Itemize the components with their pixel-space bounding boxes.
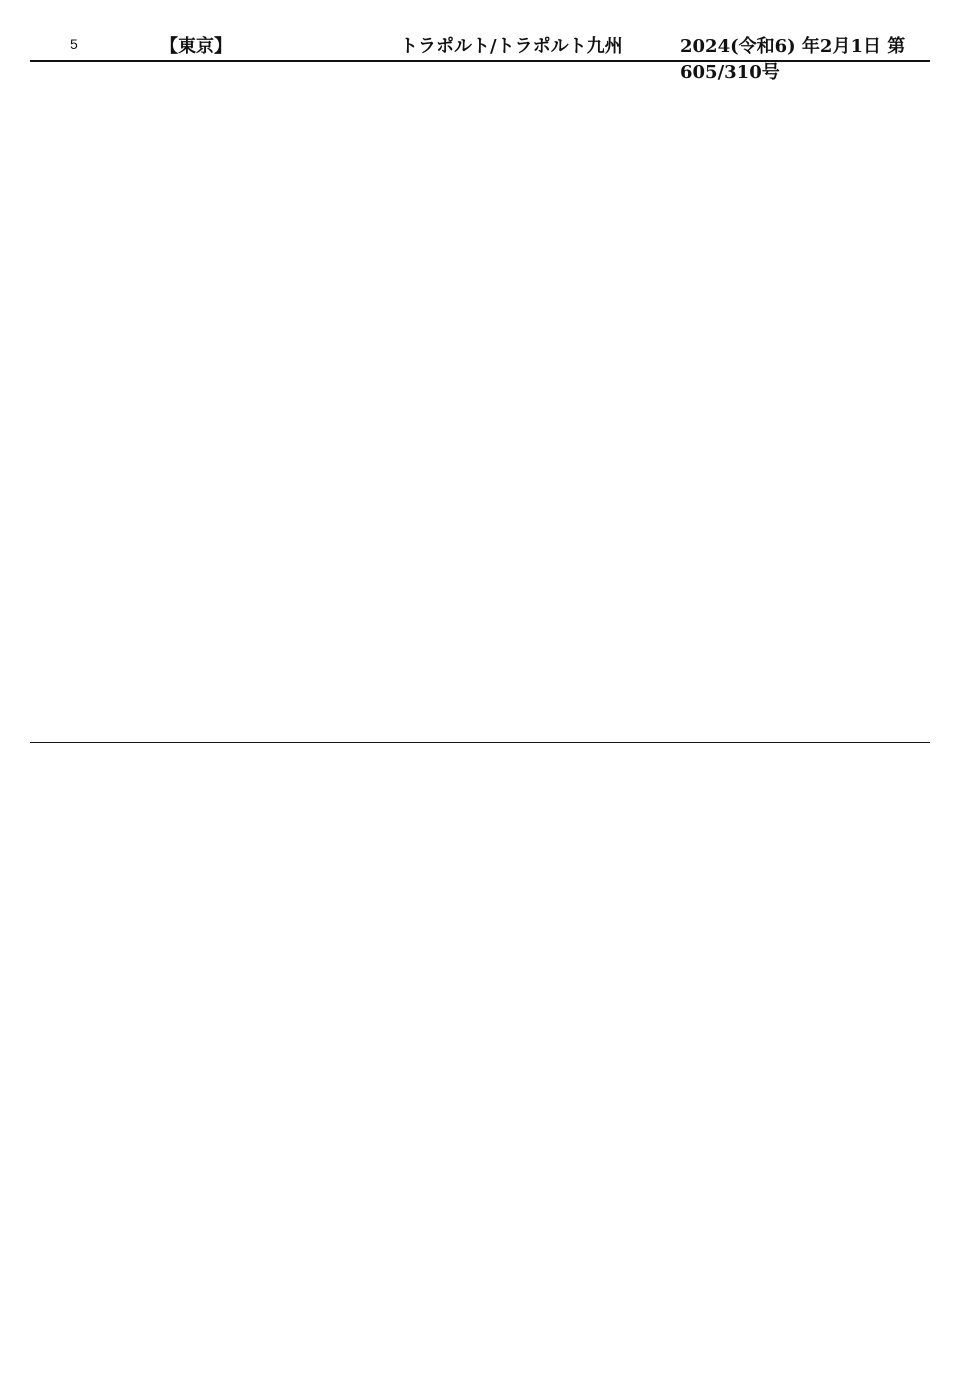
article-column (153, 68, 256, 733)
header-rule (30, 60, 930, 62)
article-column (715, 750, 818, 1350)
article-column (603, 750, 706, 1350)
article-column (828, 750, 931, 1350)
article-column (153, 750, 256, 1350)
article-column (490, 68, 593, 733)
article-column (265, 68, 368, 733)
article-column (265, 750, 368, 1350)
article-band-top (40, 68, 930, 733)
article-column (603, 68, 706, 733)
paper-title: トラポルト/トラポルト九州 (400, 36, 623, 57)
article-column (378, 750, 481, 1350)
article-band-bottom (40, 750, 930, 1350)
article-column (40, 750, 143, 1350)
article-column (490, 750, 593, 1350)
band-divider (30, 742, 930, 743)
masthead (60, 30, 920, 83)
page-number: 5 (70, 36, 78, 52)
article-column (40, 68, 143, 733)
article-column (715, 68, 818, 733)
issue-info: 2024(令和6) 年2月1日 第605/310号 (680, 36, 906, 83)
article-column (378, 68, 481, 733)
region-label: 【東京】 (160, 36, 232, 57)
article-column (828, 68, 931, 733)
